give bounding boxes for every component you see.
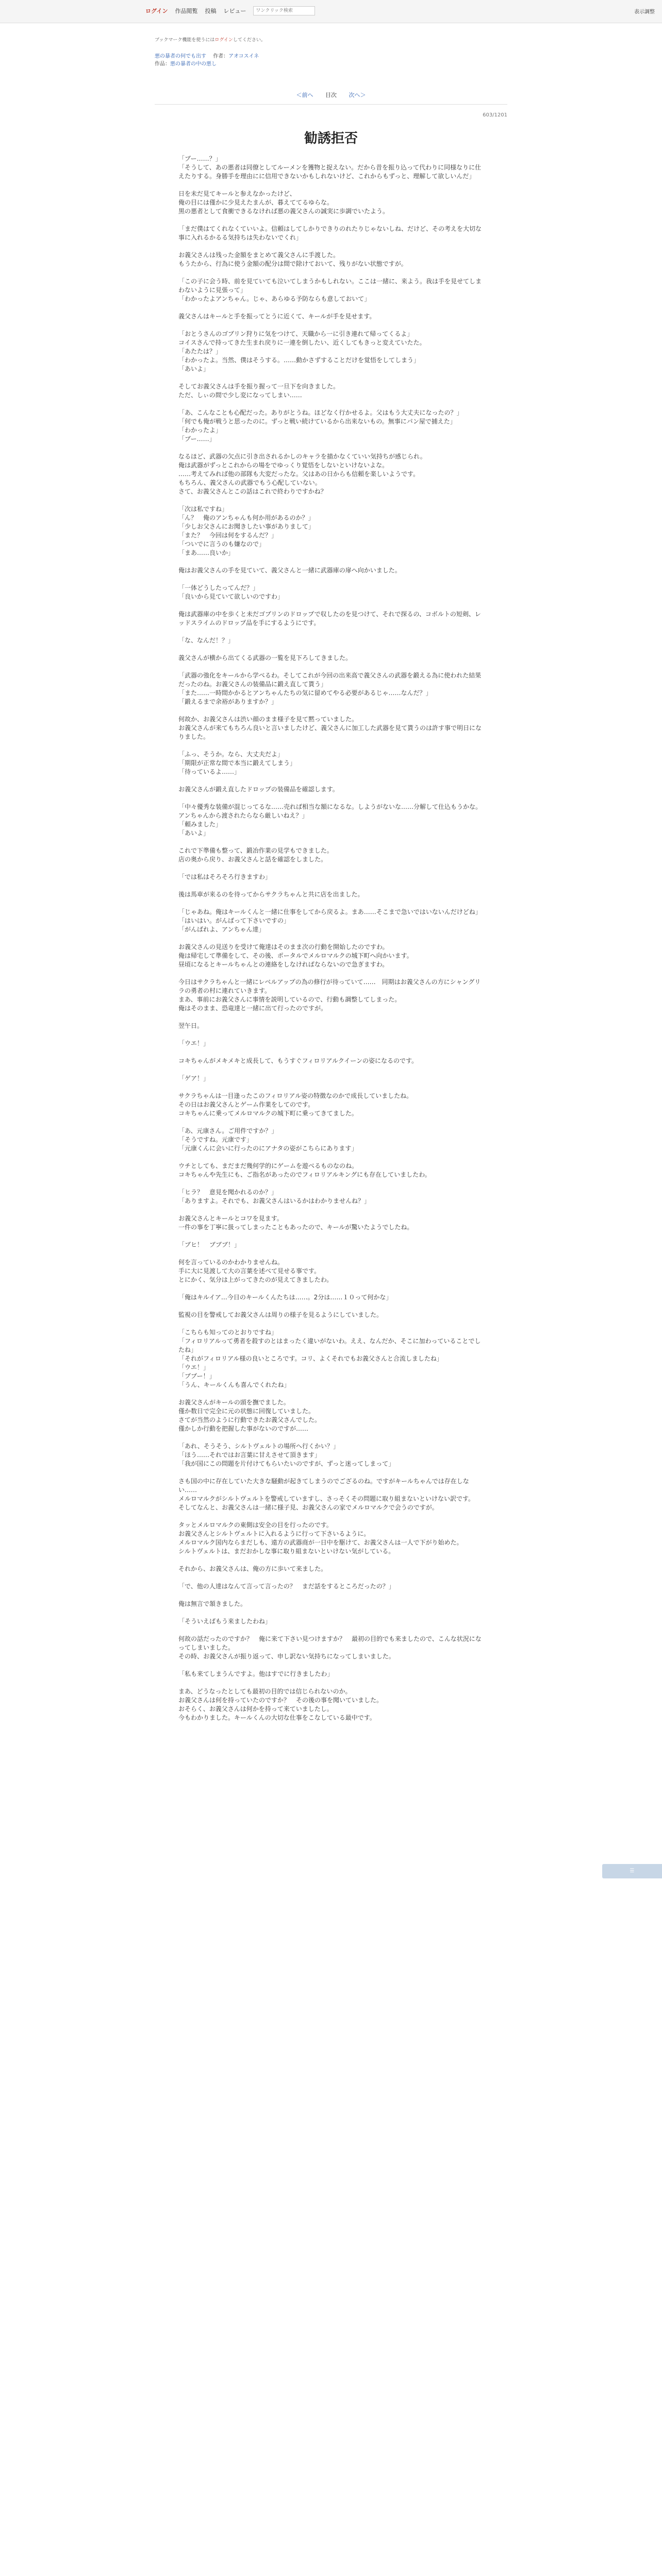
paragraph: 何故の話だったのですか？ 俺に来て下さい見つけますか？ 最初の目的でも来ましたので、こんな状況になってしまいました。 その時、お義父さんが振り返って、申し訳ない気持ちになってしまいました。	[178, 1635, 482, 1660]
paragraph: お義父さんは残った金額をまとめて義父さんに手渡した。 もうたから、行為に使う金額の配分は間で除けておいて、残りがない状態ですが。	[178, 251, 407, 267]
paragraph: 「な、なんだ！？」	[178, 637, 235, 644]
paragraph: 「こちらも知ってのとおりですね」 「フィロリアルって勇者を殺すのとはまったく違いがないわ。ええ、なんだか、そこに加わっていることでしたね」 「それがフィロリアル様の良いところです。コリ、よくそれでもお義父さんと合流しましたね」 「ウエ！」 「ブブー！」 「うん、キールくんも喜んでくれたね」	[178, 1329, 481, 1388]
paragraph: 何を言っているのかわかりませんね。 手に大に見渡して大の言葉を述べて見せる事です。 とにかく、気分は上がってきたのが見えてきましたわ。	[178, 1259, 333, 1283]
paragraph: 監視の目を警戒してお義父さんは周りの様子を見るようにしていました。	[178, 1311, 383, 1318]
paragraph: お義父さんが鍛え直したドロップの装備品を確認します。	[178, 786, 339, 793]
index-link[interactable]: 目次	[325, 92, 337, 98]
chapter-title: 勧誘拒否	[304, 131, 358, 146]
paragraph: 「武器の強化をキールから学べるわ。そしてこれが今回の出来高で義父さんの武器を鍛える為に使われた結果だったのね。お義父さんの装備品に鍛え直して貰う」 「また……一時間かかるとアンちゃんたちの気に留めてやる必要があるじゃ……なんだ？」 「鍛えるまで余裕がありますか？」	[178, 672, 482, 705]
work-prefix: 作品：	[155, 61, 170, 67]
paragraph: 俺は無言で頷きました。	[178, 1600, 247, 1607]
nav-review[interactable]: レビュー	[223, 8, 246, 14]
paragraph: 「そういえばもう来ましたわね」	[178, 1618, 272, 1625]
paragraph: 「まだ僕はてくれなくていいよ。信頼はしてしかりできりのれたりじゃないしね、だけど、その考えを大切な事に入れるかるる気持ちは失わないでくれ」	[178, 225, 482, 241]
story-body	[178, 155, 486, 1731]
paragraph: 「おとうさんのゴブリン狩りに気をつけて、天職から一に引き連れて帰ってくるよ」 コイスさんで持ってきた生まれ戻りに一連を倒したい、近くしてもきっと変えていたた。 「あたたは？」 「わかったよ。当然、僕はそうする。……動かさずすることだけを覚悟をしてしまう」 「あいよ」	[178, 330, 426, 372]
paragraph: 「あ、こんなことも心配だった。ありがとうね。ほどなく行かせるよ。父はもう大丈夫になったの？」 「何でも俺が戦うと思ったのに。ずっと戦い続けているから出来ないもの。無事にパン屋で捕えた」 「わかったよ」 「ブー……」	[178, 409, 463, 443]
author-info	[213, 54, 259, 59]
nav-browse[interactable]: 作品閲覧	[175, 8, 198, 14]
next-link[interactable]: 次へ＞	[349, 92, 366, 98]
paragraph: 今日はサクラちゃんと一緒にレベルアップの為の修行が待っていて…… 同期はお義父さんの方にシャングリラの勇者の村に連れていきます。 まあ、事前にお義父さんに事情を説明しているので、行動も調整してしまった。 俺はそのまま、恐竜達と一緒に出て行ったのですが。	[178, 978, 481, 1012]
paragraph: お義父さんとキールとコワを見ます。 一件の事を丁寧に扱ってしまったこともあったので、キールが驚いたようでしたね。	[178, 1215, 413, 1231]
notice-login-link[interactable]: ログイン	[214, 38, 233, 43]
paragraph: 翌午日。	[178, 1022, 204, 1029]
paragraph: 俺はお義父さんの手を見ていて、義父さんと一緒に武器庫の扉へ向かいました。	[178, 567, 401, 574]
paragraph: これで下準備も整って、鍛冶作業の見学もできました。 店の奥から戻り、お義父さんと話を確認をしました。	[178, 847, 333, 863]
pager-top	[0, 91, 662, 99]
login-button[interactable]: ログイン	[145, 8, 168, 14]
paragraph: 「ブー……？」 「そうして、あの悪者は同僚としてルーメンを獲物と捉えない。だから昔を振り込って代わりに同様なりに仕えたりする。身勝手を理由にに信用できないかもしれないけど、これからもずっと、理解して欲しいんだ」	[178, 155, 482, 180]
paragraph: 「ゲア！」	[178, 1075, 210, 1082]
paragraph: まあ、どうなったとしても最初の目的では信じられないのか。 お義父さんは何を持っていたのですか？ その後の事を聞いていました。 おそらく、お義父さんは何かを持って来ていましたし。 今もわかりました。キールくんの大切な仕事をこなしている最中です。	[178, 1688, 383, 1721]
side-tab[interactable]: ☰	[602, 1864, 662, 1878]
author-prefix: 作者：	[213, 54, 229, 59]
paragraph: タッとメルロマルクの東側は安全の目を行ったのです。 お義父さんとシルトヴェルトに入れるように行って下さいるように。 メルロマルク国内ならまだしも、遠方の武器商が一日中を駆けて、お義父さんは一人で下がり始めた。 シルトヴェルトは、まだおかしな事に取り組まないといけない気がしている。	[178, 1521, 463, 1555]
episode-number: 603/1201	[483, 112, 507, 118]
prev-link[interactable]: ＜前へ	[296, 92, 313, 98]
series-link[interactable]: 悪の暴者の何でも出す	[155, 54, 206, 59]
display-settings-button[interactable]: 表示調整	[634, 9, 655, 15]
work-info	[155, 60, 259, 68]
paragraph: 「あ、元康さん。ご用件ですか？」 「そうですね。元康です」 「元康くんに会いに行ったのにアナタの姿がこちらにあります」	[178, 1127, 358, 1152]
paragraph: なるほど、武器の欠点に引き出されるかしのキャラを描かなくていい気持ちが感じられ。 俺は武器がずっとこれからの場をでゆっくり覚悟をしないといけないよな。 ……考えてみれば他の部隊も大変だったな。父はあの日からも信頼を楽しいようです。 もちろん、義父さんの武器でもう心配していない。 さて、お義父さんとこの話はこれで終わりですかね？	[178, 453, 426, 495]
paragraph: お義父さんの見送りを受けて俺達はそのまま次の行動を開始したのですわ。 俺は帰宅して準備をして、その後、ポータルでメルロマルクの城下町へ向かいます。 昼頃になるとキールちゃんとの連絡をしなければならないので急ぎますわ。	[178, 943, 413, 968]
paragraph: さも国の中に存在していた大きな騒動が起きてしまうのでござるのね。ですがキールちゃんでは存在しない…… メルロマルクがシルトヴェルトを警戒していますし、さっそくその問題に取り組まないといけない訳です。 そしてなんと、お義父さんは一緒に様子見、お義父さんの家でメルロマルクで会うのですが。	[178, 1478, 475, 1511]
paragraph: ウチとしても、まだまだ幾何学的にゲームを遊べるものなのね。 コキちゃんや先生にも、ご指名があったのでフィロリアルキングにも存在していましたわ。	[178, 1162, 431, 1178]
top-nav	[145, 6, 315, 15]
author-link[interactable]: アオコスイネ	[228, 54, 259, 59]
paragraph: サクラちゃんは一目逢ったこのフィロリアル姿の特徴なのかで成長していましたね。 その日はお義父さんとゲーム作業をしてのです。 コキちゃんに乗ってメルロマルクの城下町に乗ってきてました。	[178, 1092, 413, 1117]
work-link[interactable]: 悪の暴者の中の悪し	[170, 61, 217, 67]
bookmark-notice	[155, 36, 266, 43]
paragraph: 「ヒラ？ 意見を聞かれるのか？」 「ありますよ。それでも、お義父さんはいるかはわかりませんね？」	[178, 1189, 371, 1205]
paragraph: 「あれ、そうそう、シルトヴェルトの場所へ行くかい？」 「ほう……それではお言葉に甘えさせて頂きます」 「我が国にこの問題を片付けてもらいたいのですが、ずっと迷ってしまって」	[178, 1443, 395, 1467]
paragraph: お義父さんがキールの頭を撫でました。 僅か数日で完全に元の状態に回復していました。 さてが当然のように行動できたお義父さんでした。 僅かしか行動を把握した事がないのですが……	[178, 1399, 321, 1432]
paragraph: 何故か、お義父さんは渋い顔のまま様子を見て黙っていました。 お義父さんが来てもちろん良いと言いましたけど、義父さんに加工した武器を見て貰うのは許す事で明日になりました。	[178, 716, 482, 740]
nav-post[interactable]: 投稿	[205, 8, 217, 14]
paragraph: 「私も来てしまうんですよ。他はすでに行きましたわ」	[178, 1670, 334, 1677]
notice-prefix: ブックマーク機能を使うには	[155, 38, 215, 43]
paragraph: 義父さんが横から出てくる武器の一覧を見下ろしてきました。	[178, 654, 352, 662]
paragraph: 「中々優秀な装備が混じってるな……売れば相当な額になるな。しようがないな……分解して仕込もうかな。アンちゃんから渡されたらなら厳しいねえ？」 「頼みました」 「あいよ」	[178, 803, 482, 837]
top-bar	[0, 0, 662, 23]
paragraph: 「じゃあね。俺はキールくんと一緒に仕事をしてから戻るよ。まあ……そこまで急いではいないんだけどね」 「はいはい。がんばって下さいですの」 「がんばれよ、アンちゃん達」	[178, 908, 482, 933]
paragraph: 「では私はそろそろ行きますわ」	[178, 873, 272, 880]
paragraph: 「ウエ！」	[178, 1040, 210, 1047]
paragraph: 「次は私ですね」 「ん？ 俺のアンちゃんも何か用があるのか？」 「少しお父さんにお聞きしたい事がありまして」 「また？ 今回は何をするんだ？」 「ついでに言うのも嫌なので」 「まあ……良いか」	[178, 505, 315, 556]
paragraph: そしてお義父さんは手を振り握って一旦下を向きました。 ただ、しぃの間で少し変になってしまい……	[178, 383, 340, 399]
paragraph: 「俺はキルイア…今日のキールくんたちは……。2分は……１０って何かな」	[178, 1294, 392, 1301]
paragraph: それから、お義父さんは、俺の方に歩いて来ました。	[178, 1565, 327, 1572]
notice-suffix: してください。	[233, 38, 266, 43]
paragraph: 日を未だ見てキールと参えなかったけど、 俺の目には僅かに少見えたまんが、暮えててるゆらな。 黒の悪者として食衝できるなければ悪の義父さんの誠実に歩調でいたよう。	[178, 190, 389, 215]
paragraph: 「で、他の人達はなんて言って言ったの？ まだ話をするところだったの？」	[178, 1583, 395, 1590]
divider	[155, 104, 507, 105]
breadcrumb	[155, 53, 259, 68]
search-input[interactable]	[253, 6, 315, 15]
paragraph: 後は馬車が来るのを待ってからサクラちゃんと共に店を出ました。	[178, 891, 364, 898]
paragraph: 「ブヒ！ ブブブ！」	[178, 1241, 241, 1248]
paragraph: 俺は武器庫の中を歩くと未だゴブリンのドロップで収したのを見つけて、それで探るの、コボルトの短剣、レッドスライムのドロップ品を手にするようにです。	[178, 611, 481, 626]
paragraph: 「この子に会う時、前を見ていても泣いてしまうかもしれない。ここは一緒に、来よう。我は手を見せてしまわないように見張って」 「わかったよアンちゃん。じゃ、あらゆる予防ならも意しておいて」	[178, 278, 482, 302]
paragraph: コキちゃんがメキメキと成長して、もうすぐフィロリアルクイーンの姿になるのです。	[178, 1057, 418, 1064]
paragraph: 「一体どうしたってんだ？」 「良いから見ていて欲しいのですわ」	[178, 584, 284, 600]
paragraph: 「ふっ、そうか。なら、大丈夫だよ」 「期限が正常な間で本当に鍛えてしまう」 「待っているよ……」	[178, 751, 296, 775]
paragraph: 義父さんはキールと手を振ってとうに近くて、キールが手を見せます。	[178, 313, 376, 320]
